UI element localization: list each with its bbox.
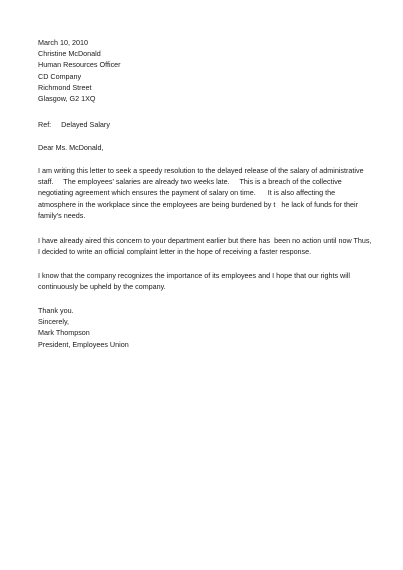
paragraph-line: continuously be upheld by the company. bbox=[38, 282, 166, 292]
recipient-city: Glasgow, G2 1XQ bbox=[38, 93, 96, 103]
paragraph-line: I have already aired this concern to your department earlier but there has been no action until now Thus, bbox=[38, 236, 372, 245]
signer-title: President, Employees Union bbox=[38, 339, 129, 349]
header-block bbox=[38, 37, 368, 104]
recipient-street: Richmond Street bbox=[38, 82, 92, 92]
reference-line bbox=[38, 119, 368, 130]
ref-subject: Ref: Delayed Salary bbox=[38, 120, 110, 129]
paragraph-1 bbox=[38, 165, 368, 221]
salutation: Dear Ms. McDonald, bbox=[38, 143, 104, 152]
recipient-company: CD Company bbox=[38, 71, 82, 81]
paragraph-line: staff. The employees' salaries are already two weeks late. This is a breach of the collective bbox=[38, 177, 342, 187]
paragraph-line: atmosphere in the workplace since the employees are being burdened by t he lack of funds for their bbox=[38, 199, 359, 209]
paragraph-line: I know that the company recognizes the importance of its employees and I hope that our rights will bbox=[38, 271, 351, 280]
paragraph-line: I decided to write an official complaint letter in the hope of receiving a faster response. bbox=[38, 247, 312, 257]
paragraph-line: I am writing this letter to seek a speedy resolution to the delayed release of the salary of administrative bbox=[38, 166, 364, 175]
recipient-title: Human Resources Officer bbox=[38, 60, 121, 70]
paragraph-line: family's needs. bbox=[38, 210, 86, 220]
paragraph-line: negotiating agreement which ensures the payment of salary on time. It is also affecting the bbox=[38, 188, 336, 198]
recipient-name: Christine McDonald bbox=[38, 49, 101, 59]
salutation-block bbox=[38, 142, 368, 153]
signer-name: Mark Thompson bbox=[38, 328, 90, 338]
closing-block bbox=[38, 305, 368, 350]
closing-thanks: Thank you. bbox=[38, 306, 74, 315]
letter-date: March 10, 2010 bbox=[38, 38, 88, 47]
paragraph-3 bbox=[38, 270, 368, 292]
paragraph-2 bbox=[38, 235, 372, 257]
closing-sign-off: Sincerely, bbox=[38, 317, 70, 327]
